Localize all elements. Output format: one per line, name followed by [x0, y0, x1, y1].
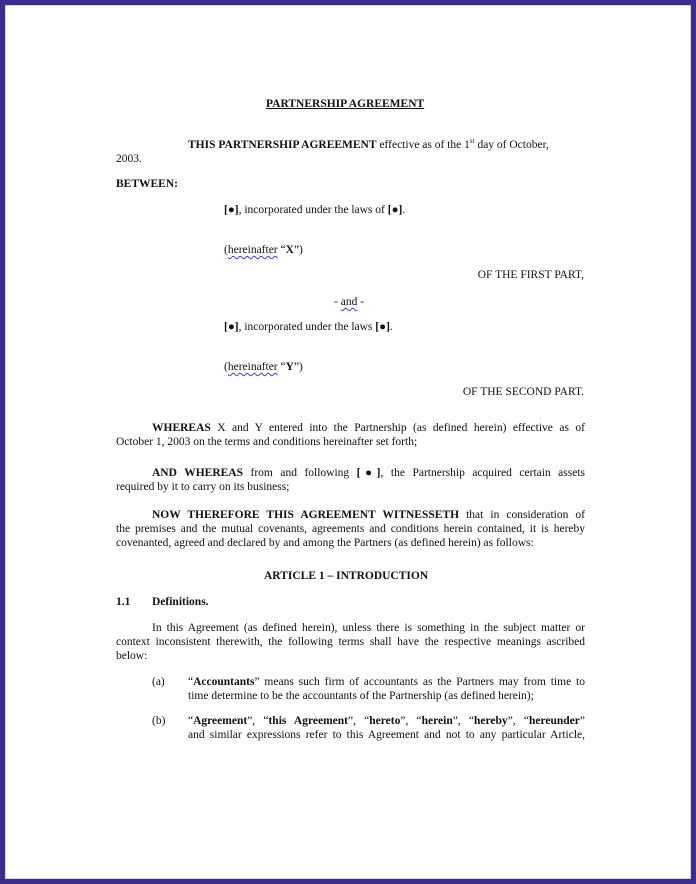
item-b-term-4: herein	[421, 715, 453, 727]
whereas1-text-1: X and Y entered into the Partnership (as defined herein) effective as of	[210, 422, 585, 434]
party1-close: ”)	[293, 244, 303, 256]
party2-code: Y	[285, 361, 294, 373]
whereas1-bold: WHEREAS	[152, 422, 211, 434]
party2-hereinafter-word: hereinafter	[227, 361, 278, 373]
whereas2-line-2: required by it to carry on its business;	[116, 481, 290, 493]
now-text-1: that in consideration of	[459, 509, 585, 521]
party2-bullet: [●]	[224, 321, 239, 333]
party2-bullet2: [●]	[375, 321, 390, 333]
party1-part: OF THE FIRST PART,	[477, 269, 584, 281]
whereas2-bold: AND WHEREAS	[152, 467, 243, 479]
and-line	[334, 295, 364, 309]
section-heading	[152, 595, 209, 609]
intro-line-1	[188, 138, 549, 152]
definitions-line-3: below:	[116, 650, 148, 662]
item-a-line-1	[188, 675, 585, 689]
item-b-label: (b)	[152, 715, 166, 727]
item-b-sep-1: ”, “	[247, 715, 269, 727]
and-word: and	[340, 296, 358, 308]
party1-hereinafter	[224, 243, 303, 257]
whereas2-line-1	[152, 466, 585, 480]
item-b-sep-3: ”, “	[400, 715, 422, 727]
definitions-line-2: context inconsistent therewith, the following terms shall have the respective meanings ascribed	[116, 636, 585, 648]
now-line-2: the premises and the mutual covenants, agreements and conditions herein contained, it is hereby	[116, 523, 585, 535]
party2-hereinafter	[224, 360, 303, 374]
intro-sup: st	[469, 137, 475, 146]
party2-line	[224, 320, 393, 334]
item-a-text: ” means such firm of accountants as the Partners may from time to	[254, 676, 585, 688]
intro-line-2: 2003.	[116, 153, 142, 165]
and-dash-1: -	[334, 296, 341, 308]
party2-open: (	[224, 361, 228, 373]
article-heading	[264, 569, 428, 583]
item-b-sep-2: ”, “	[348, 715, 370, 727]
party1-open: (	[224, 244, 228, 256]
item-b-term-1: Agreement	[193, 715, 248, 727]
party1-end: .	[402, 204, 406, 216]
item-b-term-2: this Agreement	[268, 715, 348, 727]
whereas2-text-a: from and following	[243, 467, 357, 479]
item-a-term: Accountants	[193, 676, 255, 688]
definitions-line-1: In this Agreement (as defined herein), unless there is something in the subject matter or	[152, 622, 585, 634]
party2-end: .	[389, 321, 393, 333]
party1-line	[224, 203, 405, 217]
between-label: BETWEEN:	[116, 178, 178, 190]
document-title: PARTNERSHIP AGREEMENT	[266, 98, 425, 110]
party1-bullet2: [●]	[387, 204, 403, 216]
party1-hereinafter-word: hereinafter	[227, 244, 278, 256]
item-a-label: (a)	[152, 676, 165, 688]
party1-code: X	[285, 244, 294, 256]
item-a-line-2: time determine to be the accountants of the Partnership (as defined herein);	[188, 690, 534, 702]
now-line-1	[152, 508, 585, 522]
item-b-line-1	[188, 714, 585, 728]
item-b-sep-4: ”, “	[452, 715, 475, 727]
section-number-label: 1.1	[116, 596, 131, 608]
intro-text: effective as of the 1	[376, 139, 470, 151]
document-page	[5, 5, 691, 879]
party2-text: , incorporated under the laws	[238, 321, 376, 333]
whereas1-line-1	[152, 421, 585, 435]
intro-bold: THIS PARTNERSHIP AGREEMENT	[188, 139, 377, 151]
section-heading-label: Definitions.	[152, 596, 209, 608]
section-number	[116, 595, 130, 609]
whereas2-bullet: [●]	[356, 467, 381, 479]
party2-part: OF THE SECOND PART.	[462, 386, 584, 398]
article-label: ARTICLE 1 – INTRODUCTION	[264, 570, 429, 582]
party2-close: ”)	[293, 361, 303, 373]
item-b-sep-6: ”	[579, 715, 585, 727]
party1-text: , incorporated under the laws of	[238, 204, 388, 216]
intro-text-after: day of October,	[474, 139, 549, 151]
party1-bullet: [●]	[224, 204, 239, 216]
item-b-term-6: hereunder	[528, 715, 580, 727]
item-b-sep-5: ”, “	[507, 715, 529, 727]
whereas2-text-b: , the Partnership acquired certain assets	[380, 467, 586, 479]
party2-quote: “	[277, 361, 286, 373]
and-dash-2: -	[357, 296, 365, 308]
item-b-q1: “	[188, 715, 194, 727]
item-b-term-3: hereto	[369, 715, 401, 727]
item-b-term-5: hereby	[474, 715, 508, 727]
between-heading	[116, 177, 178, 191]
item-b-line-2: and similar expressions refer to this Agreement and not to any particular Article,	[188, 729, 585, 741]
now-line-3: covenanted, agreed and declared by and among the Partners (as defined herein) as follows:	[116, 537, 534, 549]
item-a-open: “	[188, 676, 194, 688]
party1-quote: “	[277, 244, 286, 256]
whereas1-line-2: October 1, 2003 on the terms and conditions hereinafter set forth;	[116, 436, 418, 448]
now-bold: NOW THEREFORE THIS AGREEMENT WITNESSETH	[152, 509, 460, 521]
document-body	[5, 5, 691, 879]
